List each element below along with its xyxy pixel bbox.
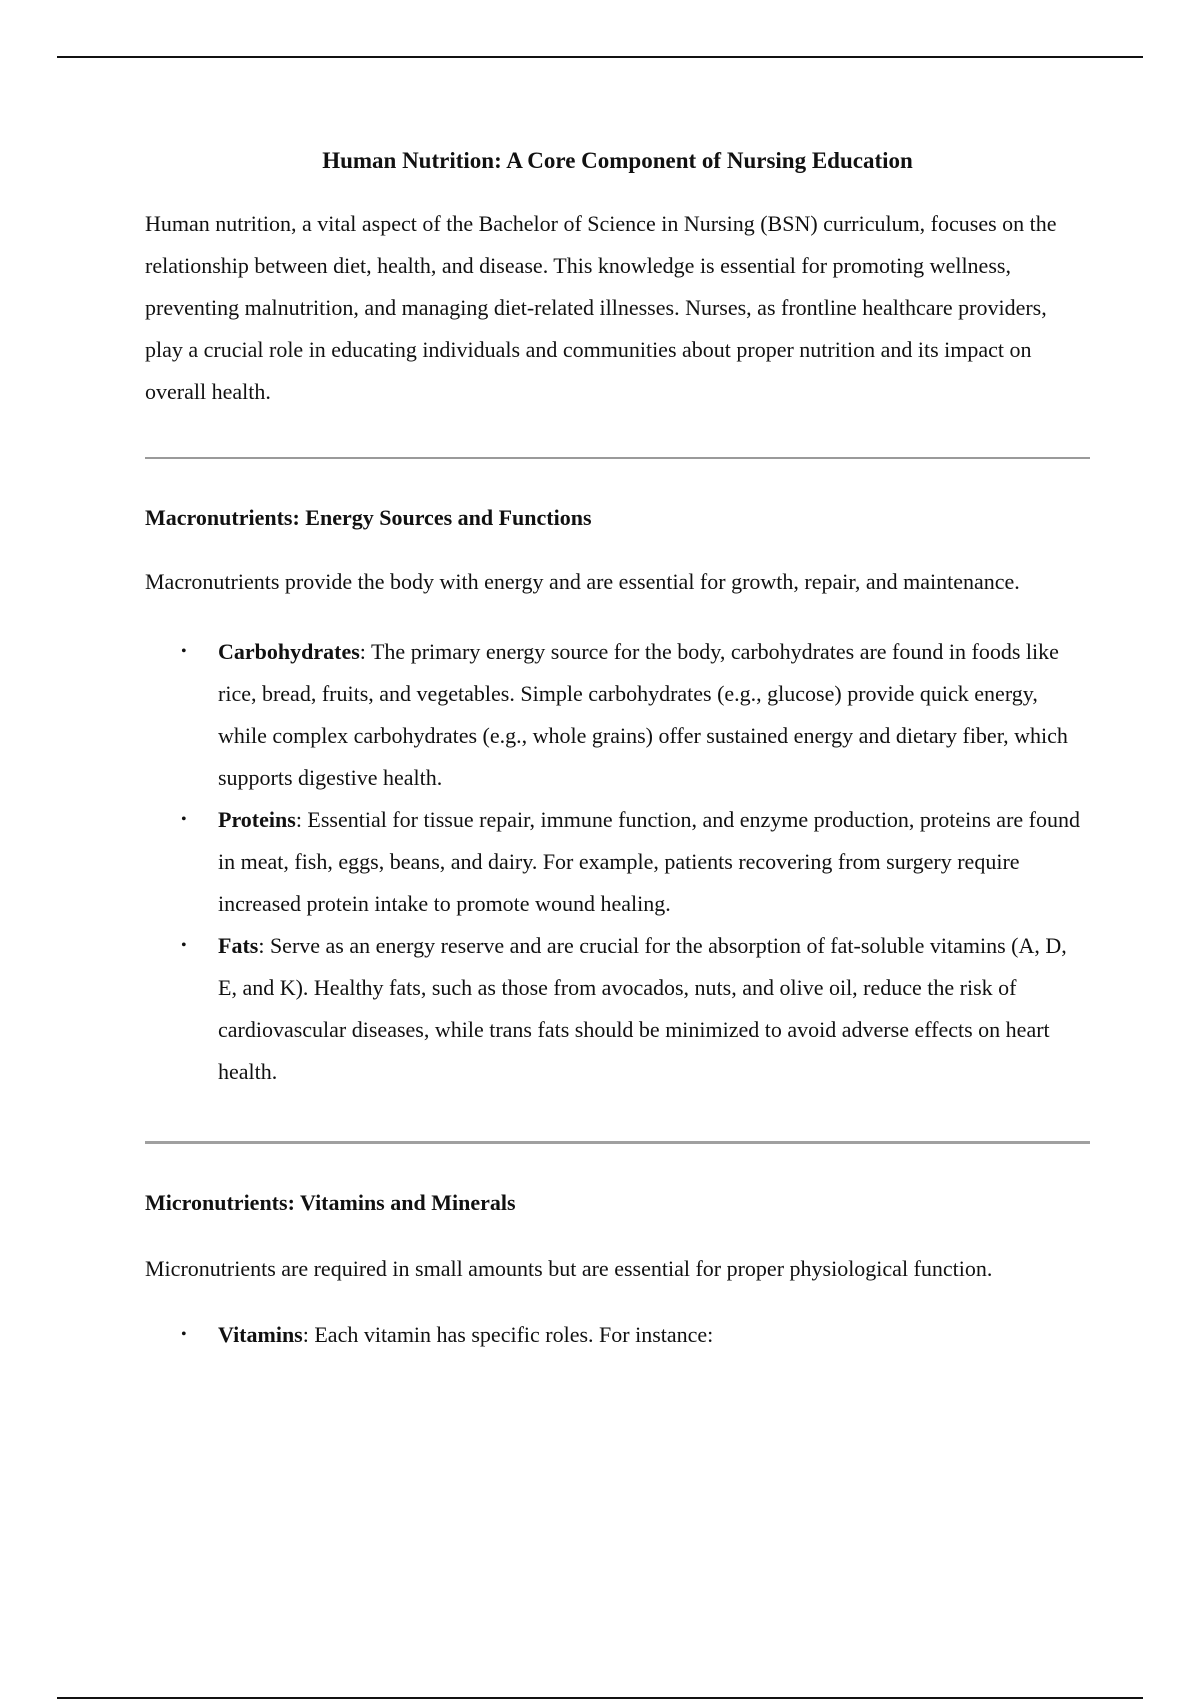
carbohydrates-text: : The primary energy source for the body, carbohydrates are found in foods like rice, bread, fruits, and vegetables. Simple carbohydrates (e.g., glucose) provide quick energy, while complex carbohydrates (e.g., whole grains) offer sustained energy and dietary fiber, which supports digestive health.	[218, 639, 1068, 790]
page-bottom-rule	[57, 1697, 1143, 1699]
micronutrients-list	[145, 1314, 1090, 1356]
list-item-proteins	[145, 799, 1090, 925]
section-divider	[145, 457, 1090, 459]
term-proteins: Proteins	[218, 807, 296, 832]
macronutrients-intro: Macronutrients provide the body with energy and are essential for growth, repair, and maintenance.	[145, 569, 1020, 594]
document-title: Human Nutrition: A Core Component of Nursing Education	[322, 148, 913, 173]
list-item-carbohydrates	[145, 631, 1090, 799]
list-item-fats	[145, 925, 1090, 1093]
micronutrients-heading: Micronutrients: Vitamins and Minerals	[145, 1190, 516, 1215]
term-vitamins: Vitamins	[218, 1322, 303, 1347]
page-top-rule	[57, 56, 1143, 58]
section-divider	[145, 1141, 1090, 1144]
document-body	[145, 135, 1090, 1356]
micronutrients-intro: Micronutrients are required in small amounts but are essential for proper physiological function.	[145, 1256, 993, 1281]
bullet-icon: •	[181, 643, 187, 660]
bullet-icon: •	[181, 1326, 187, 1343]
fats-text: : Serve as an energy reserve and are crucial for the absorption of fat-soluble vitamins (A, D, E, and K). Healthy fats, such as those from avocados, nuts, and olive oil, reduce the risk of cardiovascular diseases, while trans fats should be minimized to avoid adverse effects on heart health.	[218, 933, 1067, 1084]
intro-paragraph: Human nutrition, a vital aspect of the Bachelor of Science in Nursing (BSN) curriculum, focuses on the relationship between diet, health, and disease. This knowledge is essential for promoting wellness, preventing malnutrition, and managing diet-related illnesses. Nurses, as frontline healthcare providers, play a crucial role in educating individuals and communities about proper nutrition and its impact on overall health.	[145, 211, 1057, 404]
bullet-icon: •	[181, 937, 187, 954]
term-fats: Fats	[218, 933, 259, 958]
bullet-icon: •	[181, 811, 187, 828]
term-carbohydrates: Carbohydrates	[218, 639, 360, 664]
proteins-text: : Essential for tissue repair, immune function, and enzyme production, proteins are found in meat, fish, eggs, beans, and dairy. For example, patients recovering from surgery require increased protein intake to promote wound healing.	[218, 807, 1080, 916]
vitamins-text: : Each vitamin has specific roles. For instance:	[302, 1322, 714, 1347]
macronutrients-heading: Macronutrients: Energy Sources and Functions	[145, 505, 592, 530]
macronutrients-list	[145, 631, 1090, 1093]
list-item-vitamins	[145, 1314, 1090, 1356]
